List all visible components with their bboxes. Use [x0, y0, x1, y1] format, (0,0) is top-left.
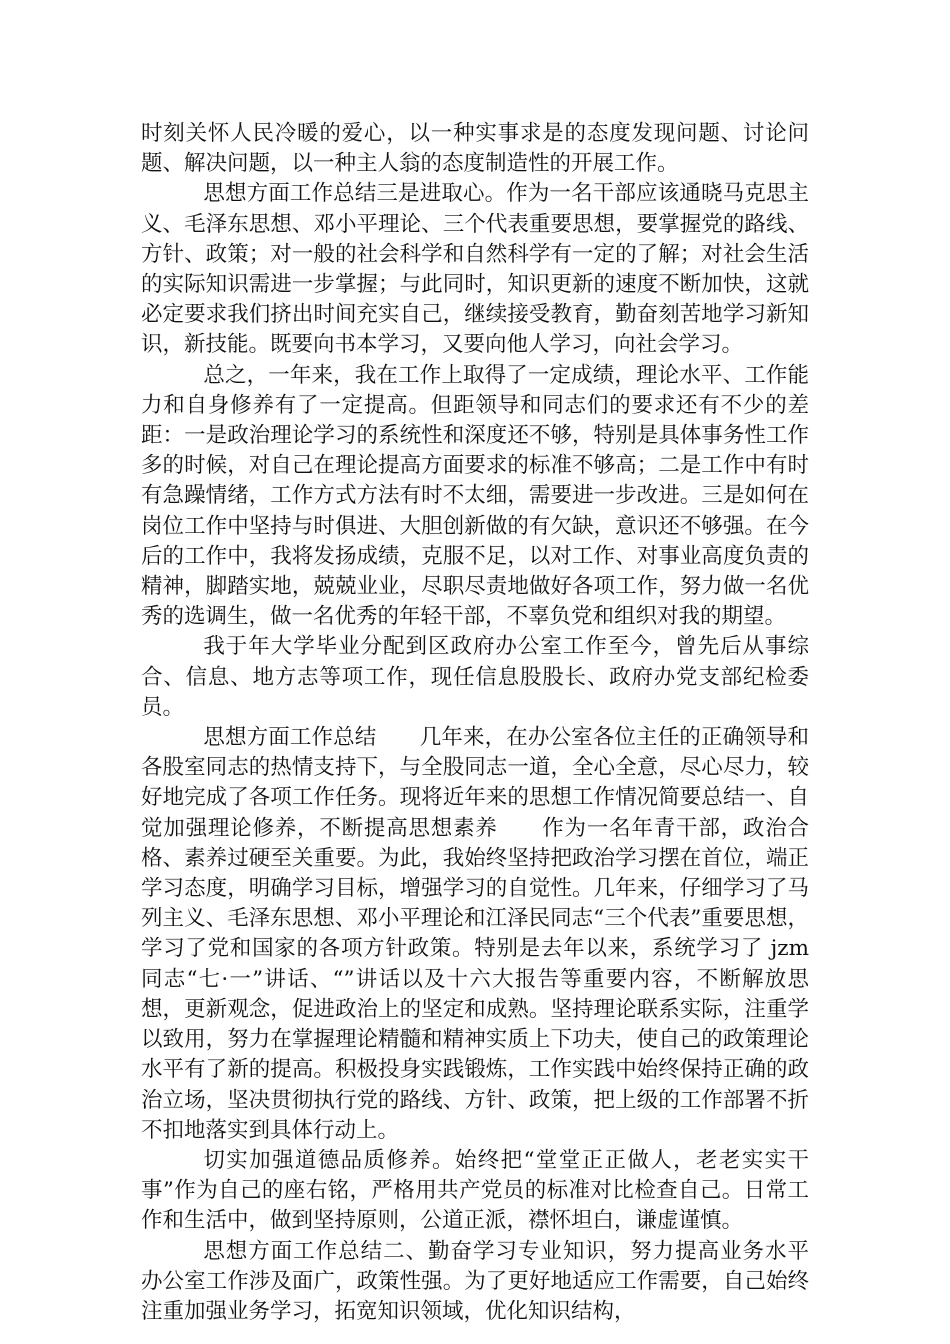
document-body	[141, 119, 853, 1327]
paragraph-7: 思想方面工作总结二、勤奋学习专业知识，努力提高业务水平 办公室工作涉及面广，政策性强。为了更好地适应工作需要，自己始终注重加强业务学习，拓宽知识领域，优化知识结构，	[141, 1238, 853, 1324]
paragraph-2: 思想方面工作总结三是进取心。作为一名干部应该通晓马克思主义、毛泽东思想、邓小平理论、三个代表重要思想，要掌握党的路线、方针、政策；对一般的社会科学和自然科学有一定的了解；对社会生活的实际知识需进一步掌握；与此同时，知识更新的速度不断加快，这就必定要求我们挤出时间充实自己，继续接受教育，勤奋刻苦地学习新知识，新技能。既要向书本学习，又要向他人学习，向社会学习。	[141, 181, 809, 358]
paragraph-3: 总之，一年来，我在工作上取得了一定成绩，理论水平、工作能力和自身修养有了一定提高。但距领导和同志们的要求还有不少的差距：一是政治理论学习的系统性和深度还不够，特别是具体事务性工作多的时候，对自己在理论提高方面要求的标准不够高；二是工作中有时有急躁情绪，工作方式方法有时不太细，需要进一步改进。三是如何在岗位工作中坚持与时俱进、大胆创新做的有欠缺，意识还不够强。在今后的工作中，我将发扬成绩，克服不足，以对工作、对事业高度负责的精神，脚踏实地，兢兢业业，尽职尽责地做好各项工作，努力做一名优秀的选调生，做一名优秀的年轻干部，不辜负党和组织对我的期望。	[141, 362, 809, 630]
paragraph-5: 思想方面工作总结 几年来，在办公室各位主任的正确领导和各股室同志的热情支持下，与全股同志一道，全心全意，尽心尽力，较好地完成了各项工作任务。现将近年来的思想工作情况简要总结一、自觉加强理论修养，不断提高思想素养 作为一名年青干部，政治合格、素养过硬至关重要。为此，我始终坚持把政治学习摆在首位，端正学习态度，明确学习目标，增强学习的自觉性。几年来，仔细学习了马列主义、毛泽东思想、邓小平理论和江泽民同志“三个代表”重要思想，学习了党和国家的各项方针政策。特别是去年以来，系统学习了 jzm 同志“七·一”讲话、“”讲话以及十六大报告等重要内容，不断解放思想，更新观念，促进政治上的坚定和成熟。坚持理论联系实际，注重学以致用，努力在掌握理论精髓和精神实质上下功夫，使自己的政策理论水平有了新的提高。积极投身实践锻炼，工作实践中始终保持正确的政治立场，坚决贯彻执行党的路线、方针、政策，把上级的工作部署不折不扣地落实到具体行动上。	[141, 725, 809, 1143]
paragraph-4: 我于年大学毕业分配到区政府办公室工作至今，曾先后从事综合、信息、地方志等项工作，现任信息股股长、政府办党支部纪检委员。	[141, 634, 809, 720]
paragraph-1: 时刻关怀人民冷暖的爱心，以一种实事求是的态度发现问题、讨论问题、解决问题，以一种主人翁的态度制造性的开展工作。	[141, 121, 809, 177]
paragraph-6: 切实加强道德品质修养。始终把“堂堂正正做人，老老实实干事”作为自己的座右铭，严格用共产党员的标准对比检查自己。日常工作和生活中，做到坚持原则，公道正派，襟怀坦白，谦虚谨慎。	[141, 1147, 809, 1234]
